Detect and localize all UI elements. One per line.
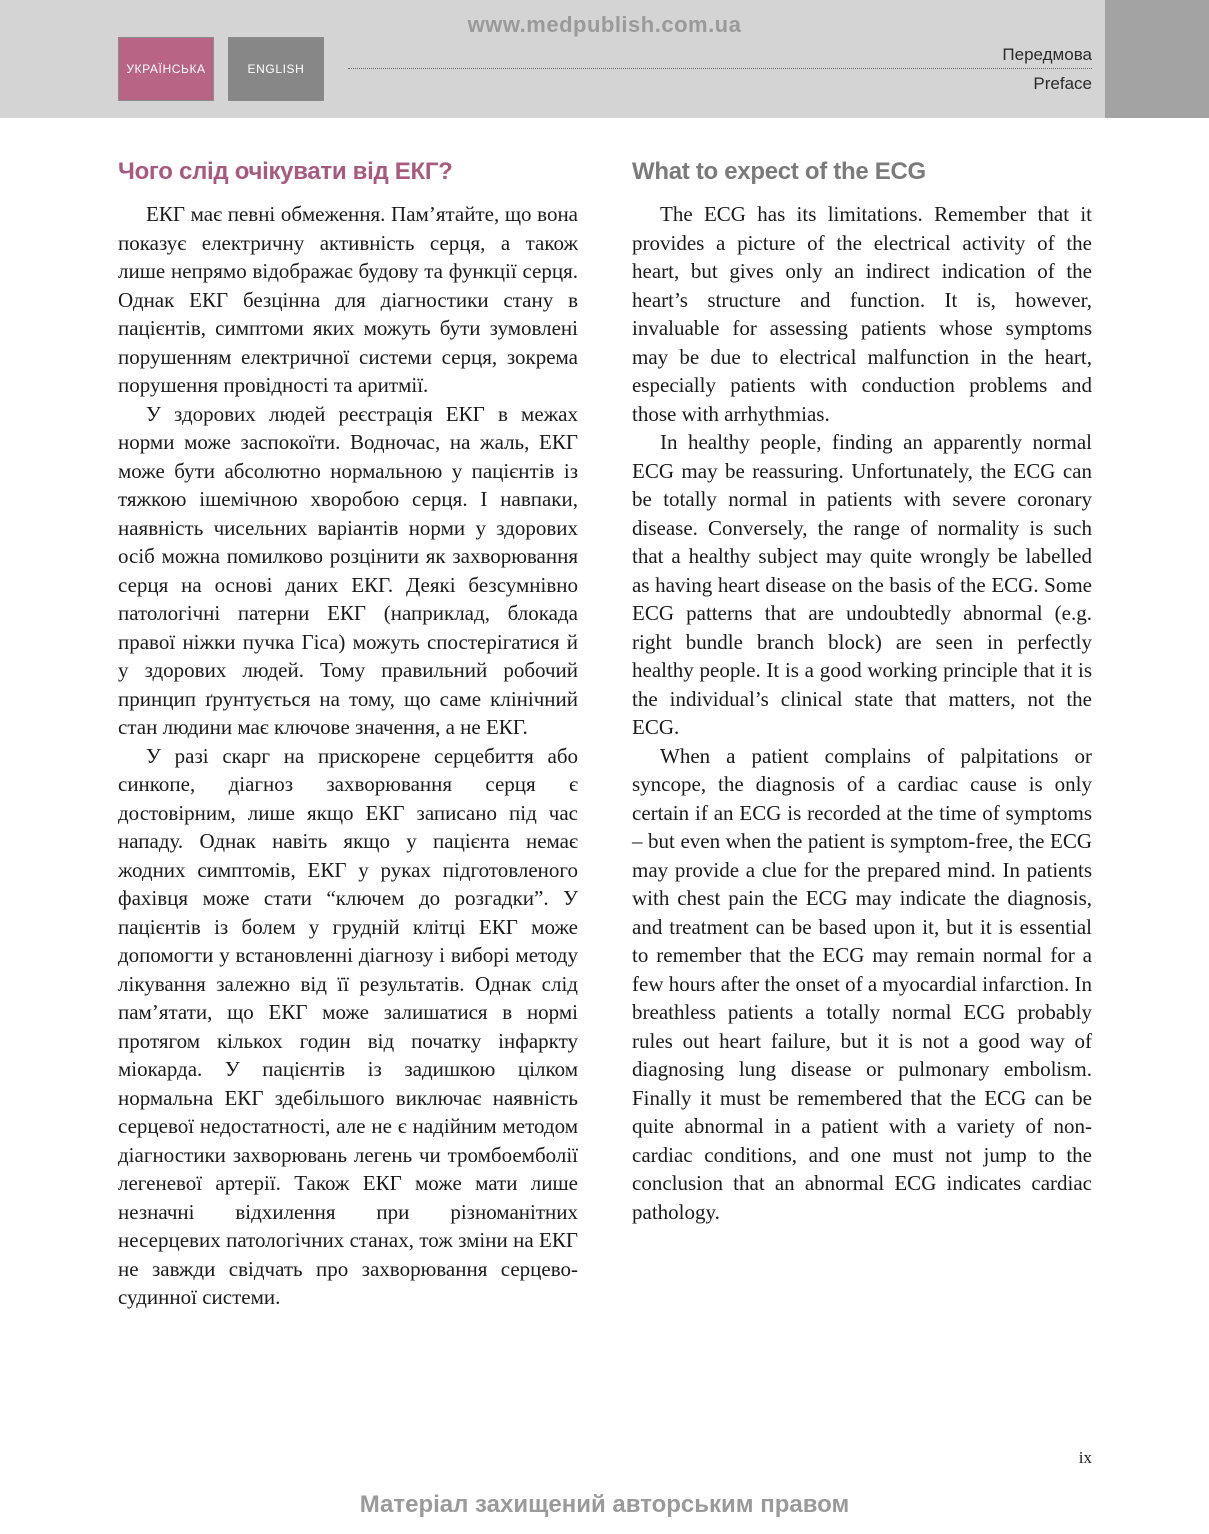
copyright-watermark: Матеріал захищений авторським правом bbox=[359, 1491, 850, 1518]
section-title-ua: Передмова bbox=[1002, 45, 1092, 64]
ukrainian-column bbox=[118, 156, 578, 1312]
section-title-en: Preface bbox=[1033, 74, 1092, 93]
ukrainian-paragraph: У разі скарг на прискорене серцебиття або синкопе, діагноз захворювання серця є достовірним, лише якщо ЕКГ записано під час нападу. Однак навіть якщо у пацієнта немає жодних симптомів, ЕКГ у руках підготовленого фахівця може стати “ключем до розгадки”. У пацієнтів із болем у грудній клітці ЕКГ може допомогти у встановленні діагнозу і виборі методу лікування залежно від її результатів. Однак слід пам’ятати, що ЕКГ може залишатися в нормі протягом кількох годин від початку інфаркту міокарда. У пацієнтів із задишкою цілком нормальна ЕКГ здебільшого виключає наявність серцевої недостатності, але не є надійним методом діагностики захворювань легень чи тромбоемболії легеневої артерії. Також ЕКГ може мати лише незначні відхилення при різноманітних несерцевих патологічних станах, тож зміни на ЕКГ не завжди свідчать про захворювання серцево-судинної системи. bbox=[118, 743, 578, 1309]
english-column bbox=[632, 156, 1092, 1226]
watermark-url: www.medpublish.com.ua bbox=[467, 12, 742, 37]
english-paragraph: In healthy people, finding an apparently normal ECG may be reassuring. Unfortunately, the ECG can be totally normal in patients with severe coronary disease. Conversely, the range of normality is such that a healthy subject may quite wrongly be labelled as having heart disease on the basis of the ECG. Some ECG patterns that are undoubtedly abnormal (e.g. right bundle branch block) are seen in perfectly healthy people. It is a good working principle that it is the individual’s clinical state that matters, not the ECG. bbox=[632, 430, 1092, 739]
lang-english-button[interactable]: ENGLISH bbox=[228, 37, 324, 101]
ukrainian-heading: Чого слід очікувати від ЕКГ? bbox=[118, 158, 453, 185]
english-paragraph: The ECG has its limitations. Remember that it provides a picture of the electrical activity of the heart, but gives only an indirect indication of the heart’s structure and function. It is, however, invaluable for assessing patients whose symptoms may be due to electrical malfunction in the heart, especially patients with conduction problems and those with arrhythmias. bbox=[632, 202, 1092, 426]
header-divider bbox=[348, 68, 1092, 69]
english-paragraph: When a patient complains of palpitations or syncope, the diagnosis of a cardiac cause is only certain if an ECG is recorded at the time of symptoms – but even when the patient is symptom-free, the ECG may provide a clue for the prepared mind. In patients with chest pain the ECG may indicate the diagnosis, and treatment can be based upon it, but it is essential to remember that the ECG may remain normal for a few hours after the onset of a myocardial infarction. In breathless patients a totally normal ECG probably rules out heart failure, but it is not a good way of diagnosing lung disease or pulmonary embolism. Finally it must be remembered that the ECG can be quite abnormal in a patient with a variety of non-cardiac conditions, and one must not jump to the conclusion that an abnormal ECG indicates cardiac pathology. bbox=[632, 743, 1092, 1224]
ukrainian-paragraph: ЕКГ має певні обмеження. Пам’ятайте, що вона показує електричну активність серця, а також лише непрямо відображає будову та функції серця. Однак ЕКГ безцінна для діагностики стану в пацієнтів, симптоми яких можуть бути зумовлені порушенням електричної системи серця, зокрема порушення провідності та аритмії. bbox=[118, 202, 578, 397]
lang-ukrainian-button[interactable]: УКРАЇНСЬКА bbox=[118, 37, 214, 101]
english-heading: What to expect of the ECG bbox=[632, 158, 926, 185]
ukrainian-paragraph: У здорових людей реєстрація ЕКГ в межах норми може заспокоїти. Водночас, на жаль, ЕКГ може бути абсолютно нормальною у пацієнтів із тяжкою ішемічною хворобою серця. І навпаки, наявність чисельних варіантів норми у здорових осіб можна помилково розцінити як захворювання серця на основі даних ЕКГ. Деякі безсумнівно патологічні патерни ЕКГ (наприклад, блокада правої ніжки пучка Гіса) можуть спостерігатися й у здорових людей. Тому правильний робочий принцип ґрунтується на тому, що саме клінічний стан людини має ключове значення, а не ЕКГ. bbox=[118, 401, 578, 739]
page-number: ix bbox=[1078, 1448, 1092, 1467]
